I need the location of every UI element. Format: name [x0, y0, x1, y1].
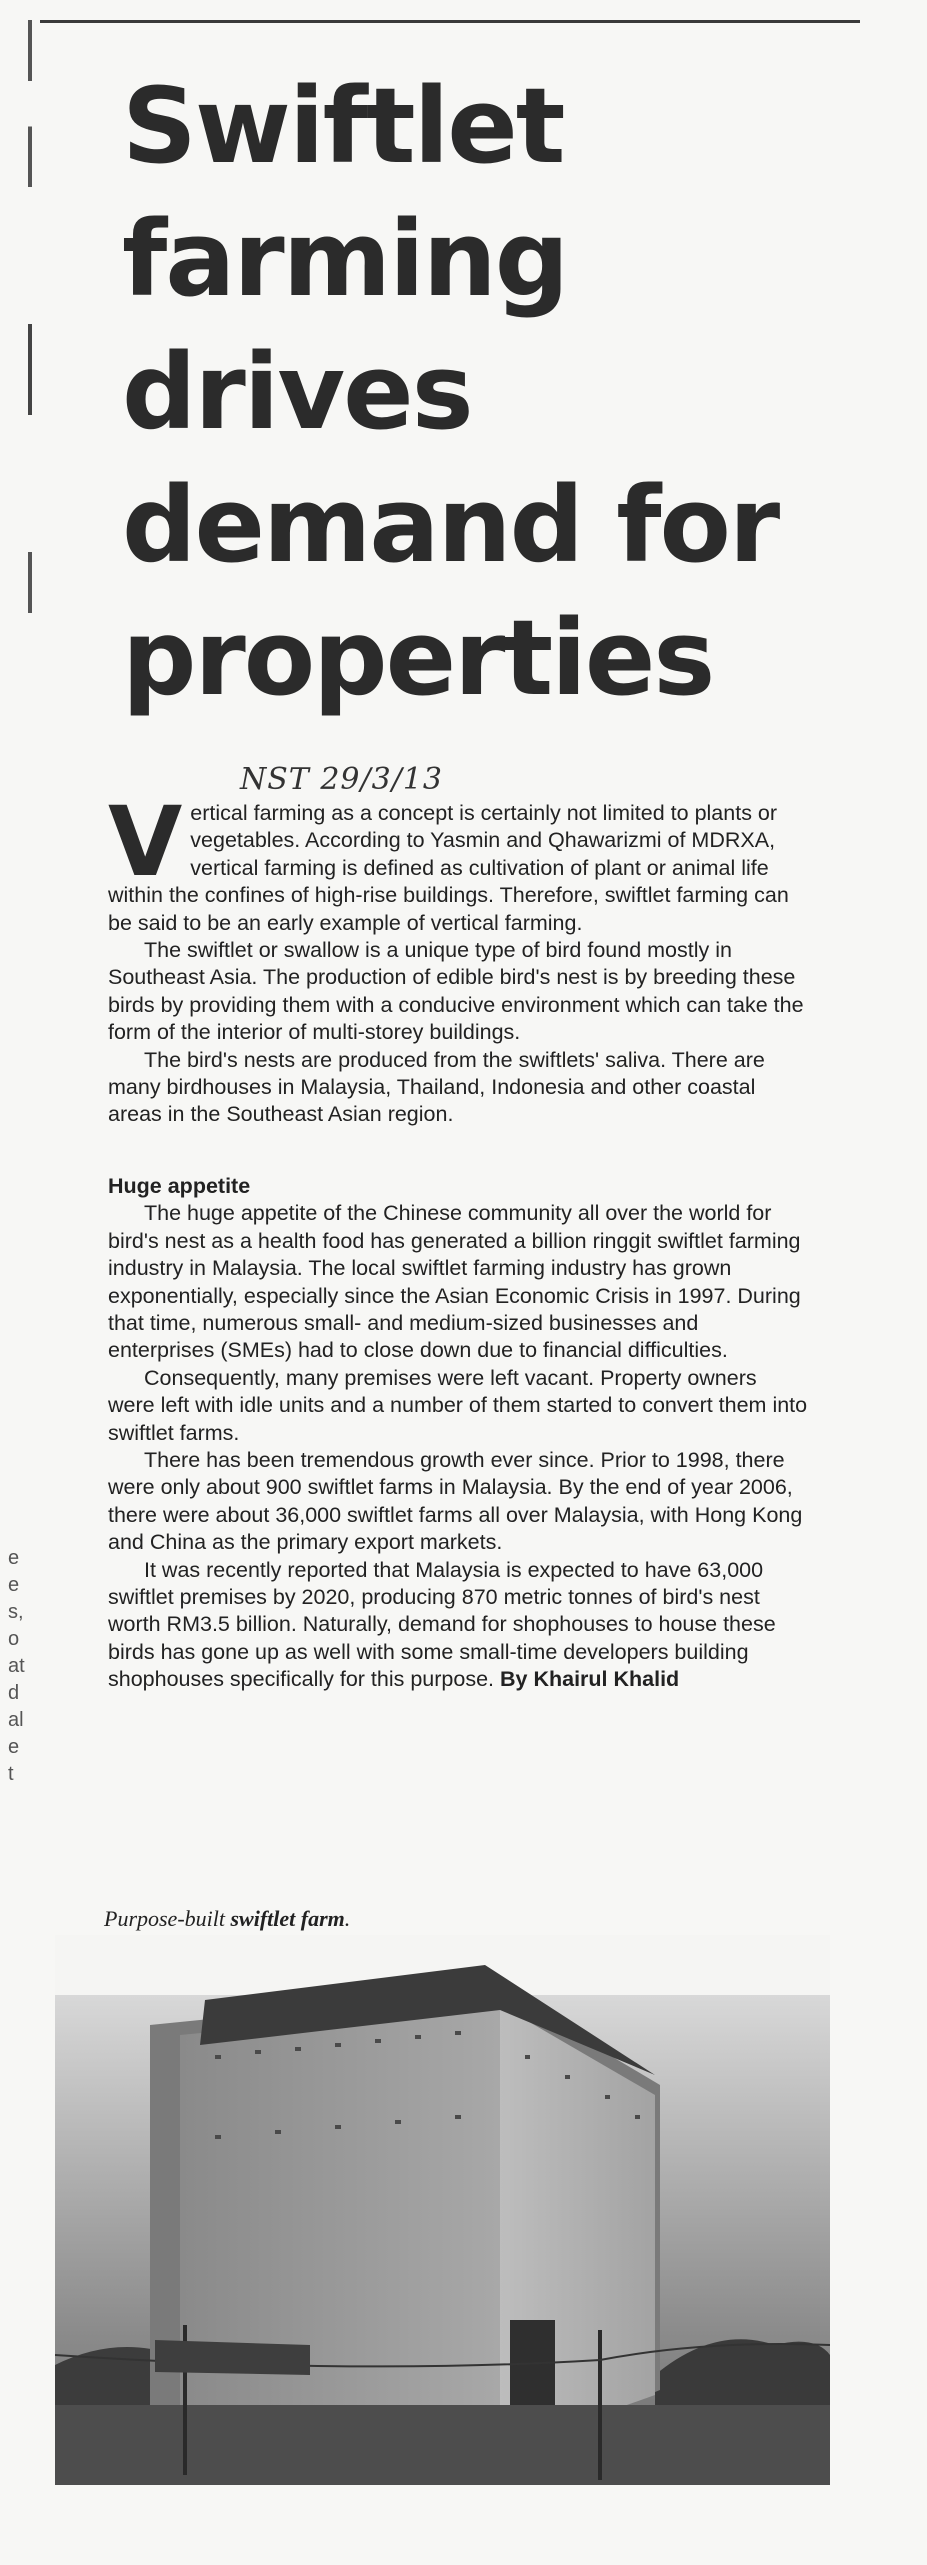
- building-left-wall: [180, 2005, 500, 2450]
- paragraph-6: There has been tremendous growth ever since. Prior to 1998, there were only about 900 swiftlet farms in Malaysia. By the end of year 2006, there were about 36,000 swiftlet farms all over Malaysia, with Hong Kong and China as the primary export markets.: [108, 1447, 803, 1555]
- caption-bold: swiftlet farm: [230, 1906, 345, 1931]
- margin-fragment: e: [8, 1574, 20, 1596]
- paragraph-3: The bird's nests are produced from the swiftlets' saliva. There are many birdhouses in Malaysia, Thailand, Indonesia and other coastal areas in the Southeast Asian region.: [108, 1047, 765, 1127]
- caption-prefix: Purpose-built: [104, 1906, 231, 1931]
- margin-fragment: d: [8, 1682, 20, 1704]
- margin-fragment: e: [8, 1736, 20, 1758]
- paragraph-7: [108, 1557, 808, 1694]
- article-headline: Swiftlet farming drives demand for properties: [122, 65, 779, 719]
- margin-fragment: s,: [8, 1601, 24, 1623]
- paragraph-7-text: It was recently reported that Malaysia is expected to have 63,000 swiftlet premises by 2020, producing 870 metric tonnes of bird's nest worth RM3.5 billion. Naturally, demand for shophouses to house these birds has gone up as well with some small-time developers building shophouses specifically for this purpose.: [108, 1557, 776, 1692]
- margin-fragments: [8, 1545, 25, 1788]
- paragraph-5: Consequently, many premises were left vacant. Property owners were left with idle units and a number of them started to convert them into swiftlet farms.: [108, 1365, 808, 1445]
- margin-fragment: al: [8, 1709, 24, 1731]
- byline: By Khairul Khalid: [500, 1667, 680, 1692]
- margin-fragment: e: [8, 1547, 20, 1569]
- margin-fragment: o: [8, 1628, 20, 1650]
- ground: [55, 2405, 830, 2485]
- article-body: [108, 786, 808, 1694]
- lead-paragraph-text: ertical farming as a concept is certainly not limited to plants or vegetables. According to Yasmin and Qhawarizmi of MDRXA, vertical farming is defined as cultivation of plant or animal life within the confines of high-rise buildings. Therefore, swiftlet farming can be said to be an early example of vertical farming.: [108, 801, 789, 935]
- photo-caption: [104, 1906, 350, 1932]
- lead-paragraph: [108, 786, 808, 937]
- drop-cap: V: [108, 786, 183, 898]
- signboard: [155, 2340, 310, 2375]
- paragraph-4: The huge appetite of the Chinese community all over the world for bird's nest as a health food has generated a billion ringgit swiftlet farming industry in Malaysia. The local swiftlet farming industry has grown exponentially, especially since the Asian Economic Crisis in 1997. During that time, numerous small- and medium-sized businesses and enterprises (SMEs) had to close down due to financial difficulties.: [108, 1201, 801, 1363]
- top-rule: [40, 20, 860, 23]
- paragraph-2: The swiftlet or swallow is a unique type of bird found mostly in Southeast Asia. The production of edible bird's nest is by breeding these birds by providing them with a conducive environment which can take the form of the interior of multi-storey buildings.: [108, 938, 804, 1045]
- subhead: Huge appetite: [108, 1173, 251, 1198]
- handwritten-date-note: NST 29/3/13: [240, 762, 443, 797]
- column-edge-marks: [28, 20, 32, 780]
- margin-fragment: at: [8, 1655, 25, 1677]
- margin-fragment: t: [8, 1763, 14, 1785]
- caption-suffix: .: [344, 1906, 351, 1931]
- swiftlet-farm-photo: [55, 1935, 830, 2485]
